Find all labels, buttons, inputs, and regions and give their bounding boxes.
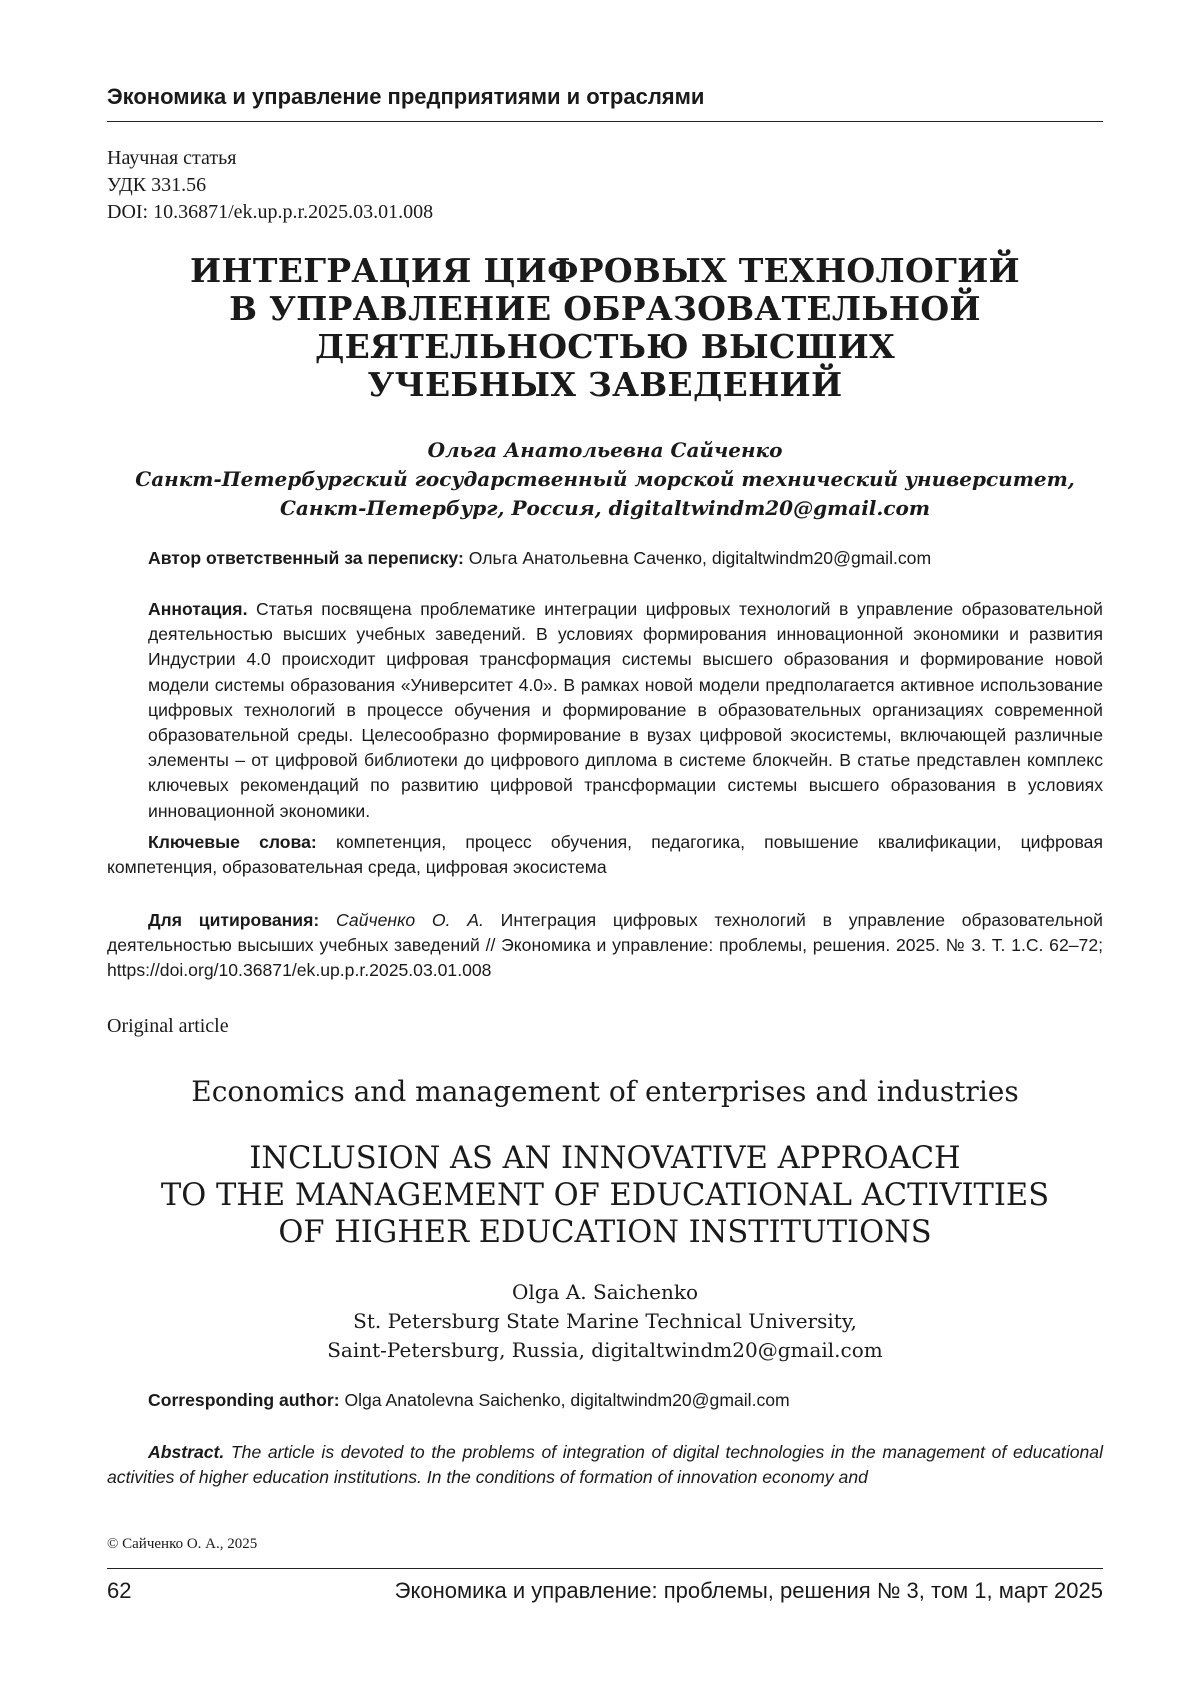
ru-author-block [107, 436, 1103, 523]
en-corresponding-author [107, 1388, 1103, 1413]
doi[interactable]: DOI: 10.36871/ek.up.p.r.2025.03.01.008 [107, 199, 433, 226]
ru-affiliation: Санкт-Петербургский государственный морской технический университет, [107, 465, 1103, 494]
article-page [0, 0, 1200, 1698]
ru-corr-text: Ольга Анатольевна Саченко, digitaltwindm20@gmail.com [464, 548, 931, 568]
en-abstract [107, 1440, 1103, 1490]
en-author-block [107, 1278, 1103, 1365]
udc-code: УДК 331.56 [107, 172, 433, 199]
en-title [107, 1140, 1103, 1251]
footer-rule [107, 1568, 1103, 1569]
page-number: 62 [107, 1578, 131, 1604]
ru-citation-author: Сайченко О. А. [319, 910, 484, 930]
en-affiliation: St. Petersburg State Marine Technical University, [107, 1307, 1103, 1336]
journal-info: Экономика и управление: проблемы, решения № 3, том 1, март 2025 [395, 1578, 1103, 1604]
original-article-label: Original article [107, 1015, 229, 1038]
ru-citation-label: Для цитирования: [148, 910, 319, 930]
en-location-email: Saint-Petersburg, Russia, digitaltwindm20@gmail.com [107, 1336, 1103, 1365]
ru-location-email: Санкт-Петербург, Россия, digitaltwindm20@gmail.com [107, 494, 1103, 523]
article-type: Научная статья [107, 145, 433, 172]
ru-abstract-text: Статья посвящена проблематике интеграции цифровых технологий в управление образовательной деятельностью высших учебных заведений. В условиях формирования инновационной экономики и развития Индустрии 4.0 происходит цифровая трансформация системы высшего образования и формирование новой модели системы образования «Университет 4.0». В рамках новой модели предполагается активное использование цифровых технологий в процессе обучения и формирование в образовательных организациях современной образовательной среды. Целесообразно формирование в вузах цифровой экосистемы, включающей различные элементы – от цифровой библиотеки до цифрового диплома в системе блокчейн. В статье представлен комплекс ключевых рекомендаций по развитию цифровой трансформации системы высшего образования в условиях инновационной экономики. [148, 599, 1103, 821]
en-title-line: INCLUSION AS AN INNOVATIVE APPROACH [107, 1140, 1103, 1177]
en-title-line: TO THE MANAGEMENT OF EDUCATIONAL ACTIVITIES [107, 1177, 1103, 1214]
en-abstract-label: Abstract. [148, 1442, 224, 1462]
ru-abstract [107, 597, 1103, 824]
ru-abstract-label: Аннотация. [148, 599, 247, 619]
en-section-title: Economics and management of enterprises and industries [107, 1075, 1103, 1108]
ru-citation [107, 908, 1103, 984]
ru-title-line: ИНТЕГРАЦИЯ ЦИФРОВЫХ ТЕХНОЛОГИЙ [107, 252, 1103, 290]
header-rule [107, 121, 1103, 122]
en-corr-text: Olga Anatolevna Saichenko, digitaltwindm20@gmail.com [340, 1390, 790, 1410]
ru-corr-label: Автор ответственный за переписку: [148, 548, 464, 568]
copyright-note: © Сайченко О. А., 2025 [107, 1536, 257, 1553]
article-meta [107, 145, 433, 226]
ru-title-line: УЧЕБНЫХ ЗАВЕДЕНИЙ [107, 366, 1103, 404]
ru-title-line: В УПРАВЛЕНИЕ ОБРАЗОВАТЕЛЬНОЙ [107, 290, 1103, 328]
running-title: Экономика и управление предприятиями и отраслями [107, 84, 1103, 110]
ru-author-name: Ольга Анатольевна Сайченко [107, 436, 1103, 465]
en-corr-label: Corresponding author: [148, 1390, 340, 1410]
ru-title-line: ДЕЯТЕЛЬНОСТЬЮ ВЫСШИХ [107, 328, 1103, 366]
ru-corresponding-author [107, 546, 1103, 571]
ru-title [107, 252, 1103, 404]
en-author-name: Olga A. Saichenko [107, 1278, 1103, 1307]
ru-keywords-text: компетенция, процесс обучения, педагогика, повышение квалификации, цифровая компетенция, образовательная среда, цифровая экосистема [107, 832, 1103, 877]
ru-keywords-label: Ключевые слова: [148, 832, 317, 852]
en-abstract-text: The article is devoted to the problems of integration of digital technologies in the management of educational activities of higher education institutions. In the conditions of formation of innovation economy and [107, 1442, 1103, 1487]
en-title-line: OF HIGHER EDUCATION INSTITUTIONS [107, 1214, 1103, 1251]
ru-citation-text: Интеграция цифровых технологий в управление образовательной деятельностью высыших учебных заведений // Экономика и управление: проблемы, решения. 2025. № 3. Т. 1.С. 62–72; https://doi.org/10.36871/ek.up.p.r.2025.03.01.008 [107, 910, 1103, 980]
ru-keywords [107, 830, 1103, 880]
